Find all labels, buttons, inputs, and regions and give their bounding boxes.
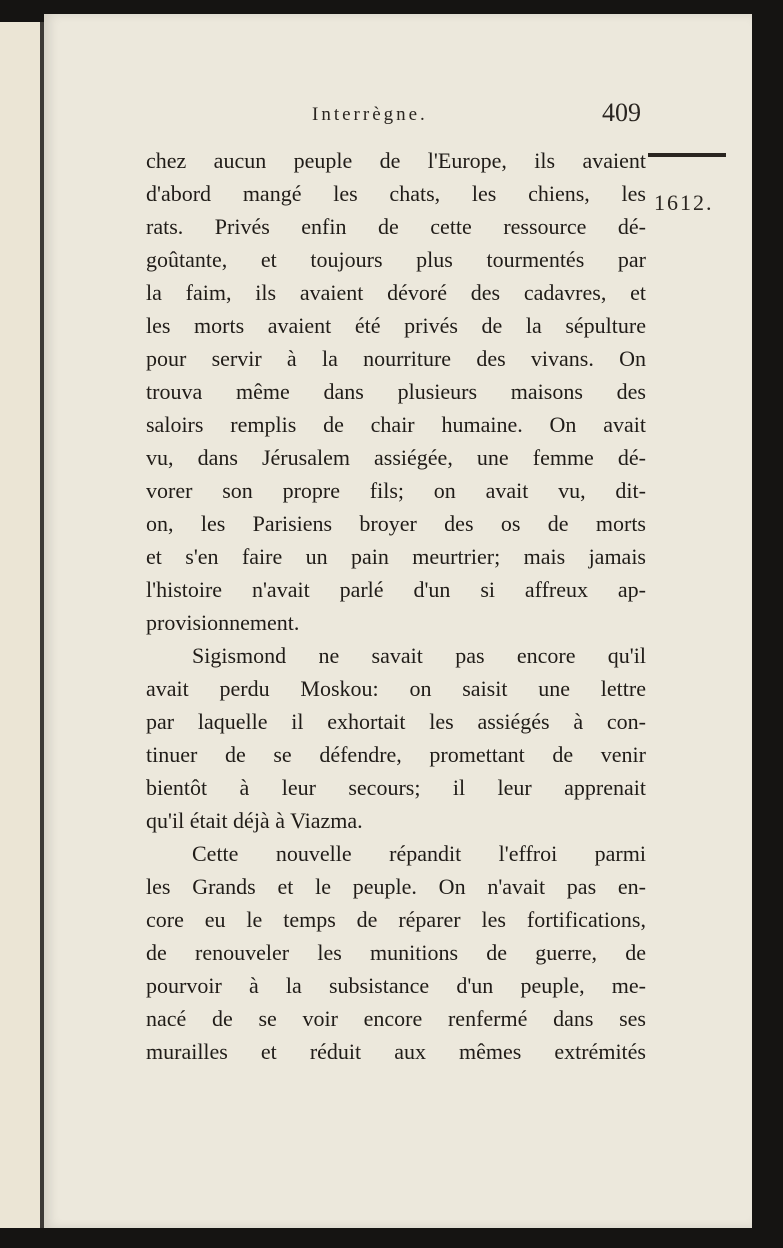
text-line: chez aucun peuple de l'Europe, ils avaient bbox=[146, 148, 646, 173]
text-line: d'abord mangé les chats, les chiens, les bbox=[146, 181, 646, 206]
text-line: l'histoire n'avait parlé d'un si affreux ap- bbox=[146, 577, 646, 602]
text-line: vorer son propre fils; on avait vu, dit- bbox=[146, 478, 646, 503]
text-line: Sigismond ne savait pas encore qu'il bbox=[192, 643, 646, 668]
left-page-edge bbox=[0, 22, 43, 1228]
text-line: saloirs remplis de chair humaine. On avait bbox=[146, 412, 646, 437]
text-line: murailles et réduit aux mêmes extrémités bbox=[146, 1039, 646, 1064]
text-line: bientôt à leur secours; il leur apprenait bbox=[146, 775, 646, 800]
text-line: Cette nouvelle répandit l'effroi parmi bbox=[192, 841, 646, 866]
text-line: la faim, ils avaient dévoré des cadavres, et bbox=[146, 280, 646, 305]
text-line: rats. Privés enfin de cette ressource dé- bbox=[146, 214, 646, 239]
body-text bbox=[146, 144, 646, 1068]
page-number: 409 bbox=[602, 98, 641, 127]
text-line: tinuer de se défendre, promettant de venir bbox=[146, 742, 646, 767]
page-header bbox=[44, 100, 752, 140]
text-line: vu, dans Jérusalem assiégée, une femme dé- bbox=[146, 445, 646, 470]
text-line: core eu le temps de réparer les fortifications, bbox=[146, 907, 646, 932]
text-line: de renouveler les munitions de guerre, de bbox=[146, 940, 646, 965]
book-page bbox=[44, 14, 752, 1228]
text-line: goûtante, et toujours plus tourmentés par bbox=[146, 247, 646, 272]
text-line: qu'il était déjà à Viazma. bbox=[146, 808, 363, 833]
text-line: les morts avaient été privés de la sépulture bbox=[146, 313, 646, 338]
text-line: les Grands et le peuple. On n'avait pas en- bbox=[146, 874, 646, 899]
text-line: par laquelle il exhortait les assiégés à con- bbox=[146, 709, 646, 734]
text-line: provisionnement. bbox=[146, 610, 300, 635]
text-line: pour servir à la nourriture des vivans. On bbox=[146, 346, 646, 371]
margin-year: 1612. bbox=[654, 190, 714, 215]
text-line: trouva même dans plusieurs maisons des bbox=[146, 379, 646, 404]
text-line: et s'en faire un pain meurtrier; mais jamais bbox=[146, 544, 646, 569]
running-title: Interrègne. bbox=[312, 104, 428, 125]
text-line: pourvoir à la subsistance d'un peuple, me- bbox=[146, 973, 646, 998]
text-line: avait perdu Moskou: on saisit une lettre bbox=[146, 676, 646, 701]
text-line: nacé de se voir encore renfermé dans ses bbox=[146, 1006, 646, 1031]
text-line: on, les Parisiens broyer des os de morts bbox=[146, 511, 646, 536]
margin-rule bbox=[648, 153, 726, 157]
